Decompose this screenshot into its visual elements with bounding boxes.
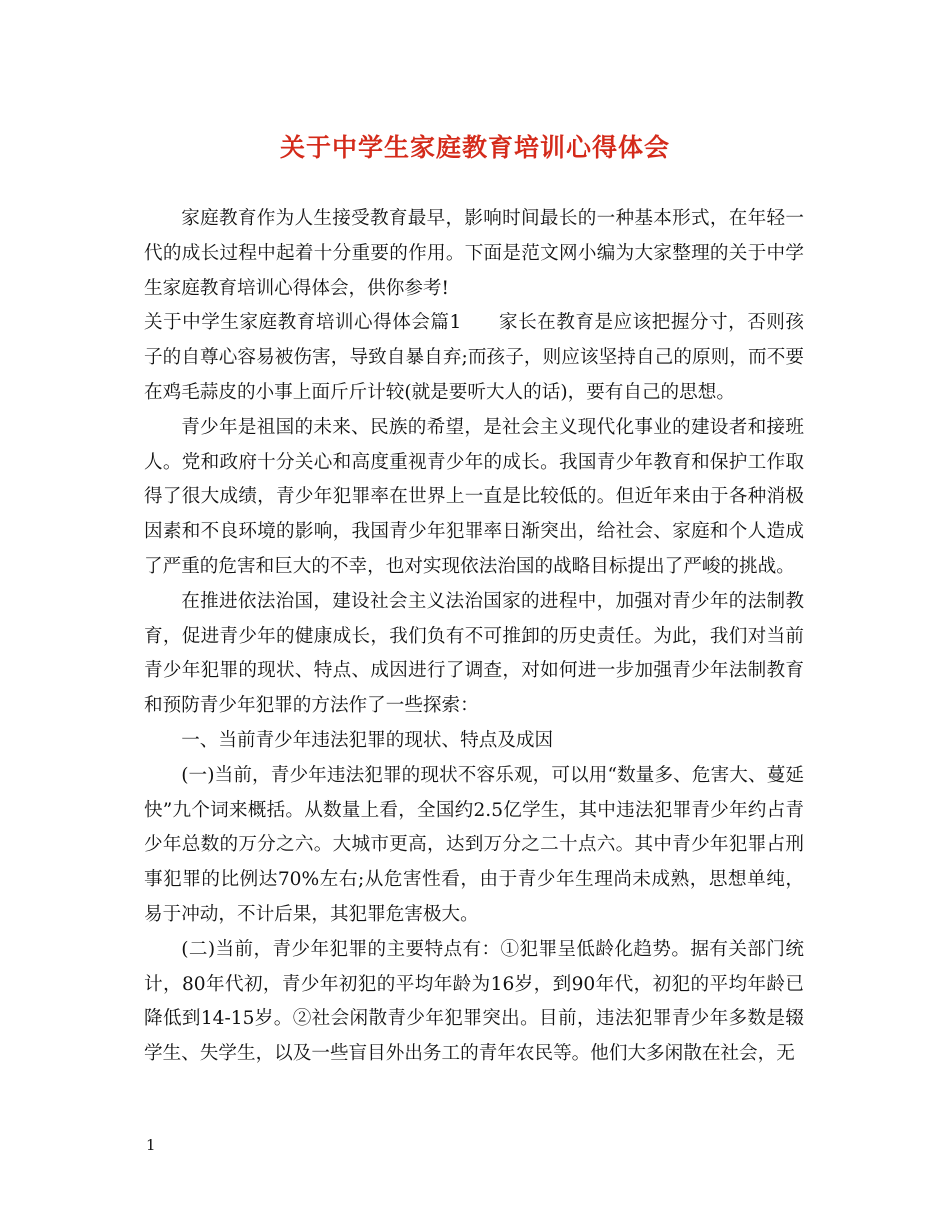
legal-education-paragraph: 在推进依法治国，建设社会主义法治国家的进程中，加强对青少年的法制教育，促进青少年的健康成长，我们负有不可推卸的历史责任。为此，我们对当前青少年犯罪的现状、特点、成因进行了调查，对如何进一步加强青少年法制教育和预防青少年犯罪的方法作了一些探索：: [144, 590, 804, 717]
document-body: [144, 202, 804, 1072]
youth-future-paragraph: 青少年是祖国的未来、民族的希望，是社会主义现代化事业的建设者和接班人。党和政府十分关心和高度重视青少年的成长。我国青少年教育和保护工作取得了很大成绩，青少年犯罪率在世界上一直是比较低的。但近年来由于各种消极因素和不良环境的影响，我国青少年犯罪率日渐突出，给社会、家庭和个人造成了严重的危害和巨大的不幸，也对实现依法治国的战略目标提出了严峻的挑战。: [144, 416, 804, 577]
document-title: 关于中学生家庭教育培训心得体会: [279, 133, 670, 162]
section-heading-current-status: 一、当前青少年违法犯罪的现状、特点及成因: [181, 729, 554, 751]
article-first-paragraph: 家长在教育是应该把握分寸，否则孩子的自尊心容易被伤害，导致自暴自弃;而孩子，则应该坚持自己的原则，而不要在鸡毛蒜皮的小事上面斤斤计较(就是要听大人的话)，要有自己的思想。: [144, 312, 804, 403]
article-heading: 关于中学生家庭教育培训心得体会篇1: [144, 312, 462, 334]
article-section-paragraph: [144, 306, 804, 410]
features-paragraph: (二)当前，青少年犯罪的主要特点有：①犯罪呈低龄化趋势。据有关部门统计，80年代初，青少年初犯的平均年龄为16岁，到90年代，初犯的平均年龄已降低到14-15岁。②社会闲散青少年犯罪突出。目前，违法犯罪青少年多数是辍学生、失学生，以及一些盲目外出务工的青年农民等。他们大多闲散在社会，无: [144, 938, 804, 1065]
page-number: 1: [146, 1136, 156, 1154]
intro-paragraph: 家庭教育作为人生接受教育最早，影响时间最长的一种基本形式，在年轻一代的成长过程中起着十分重要的作用。下面是范文网小编为大家整理的关于中学生家庭教育培训心得体会，供你参考!: [144, 208, 804, 299]
current-status-paragraph: (一)当前，青少年违法犯罪的现状不容乐观，可以用“数量多、危害大、蔓延快”九个词来概括。从数量上看，全国约2.5亿学生，其中违法犯罪青少年约占青少年总数的万分之六。大城市更高，达到万分之二十点六。其中青少年犯罪占刑事犯罪的比例达70%左右;从危害性看，由于青少年生理尚未成熟，思想单纯，易于冲动，不计后果，其犯罪危害极大。: [144, 764, 804, 925]
